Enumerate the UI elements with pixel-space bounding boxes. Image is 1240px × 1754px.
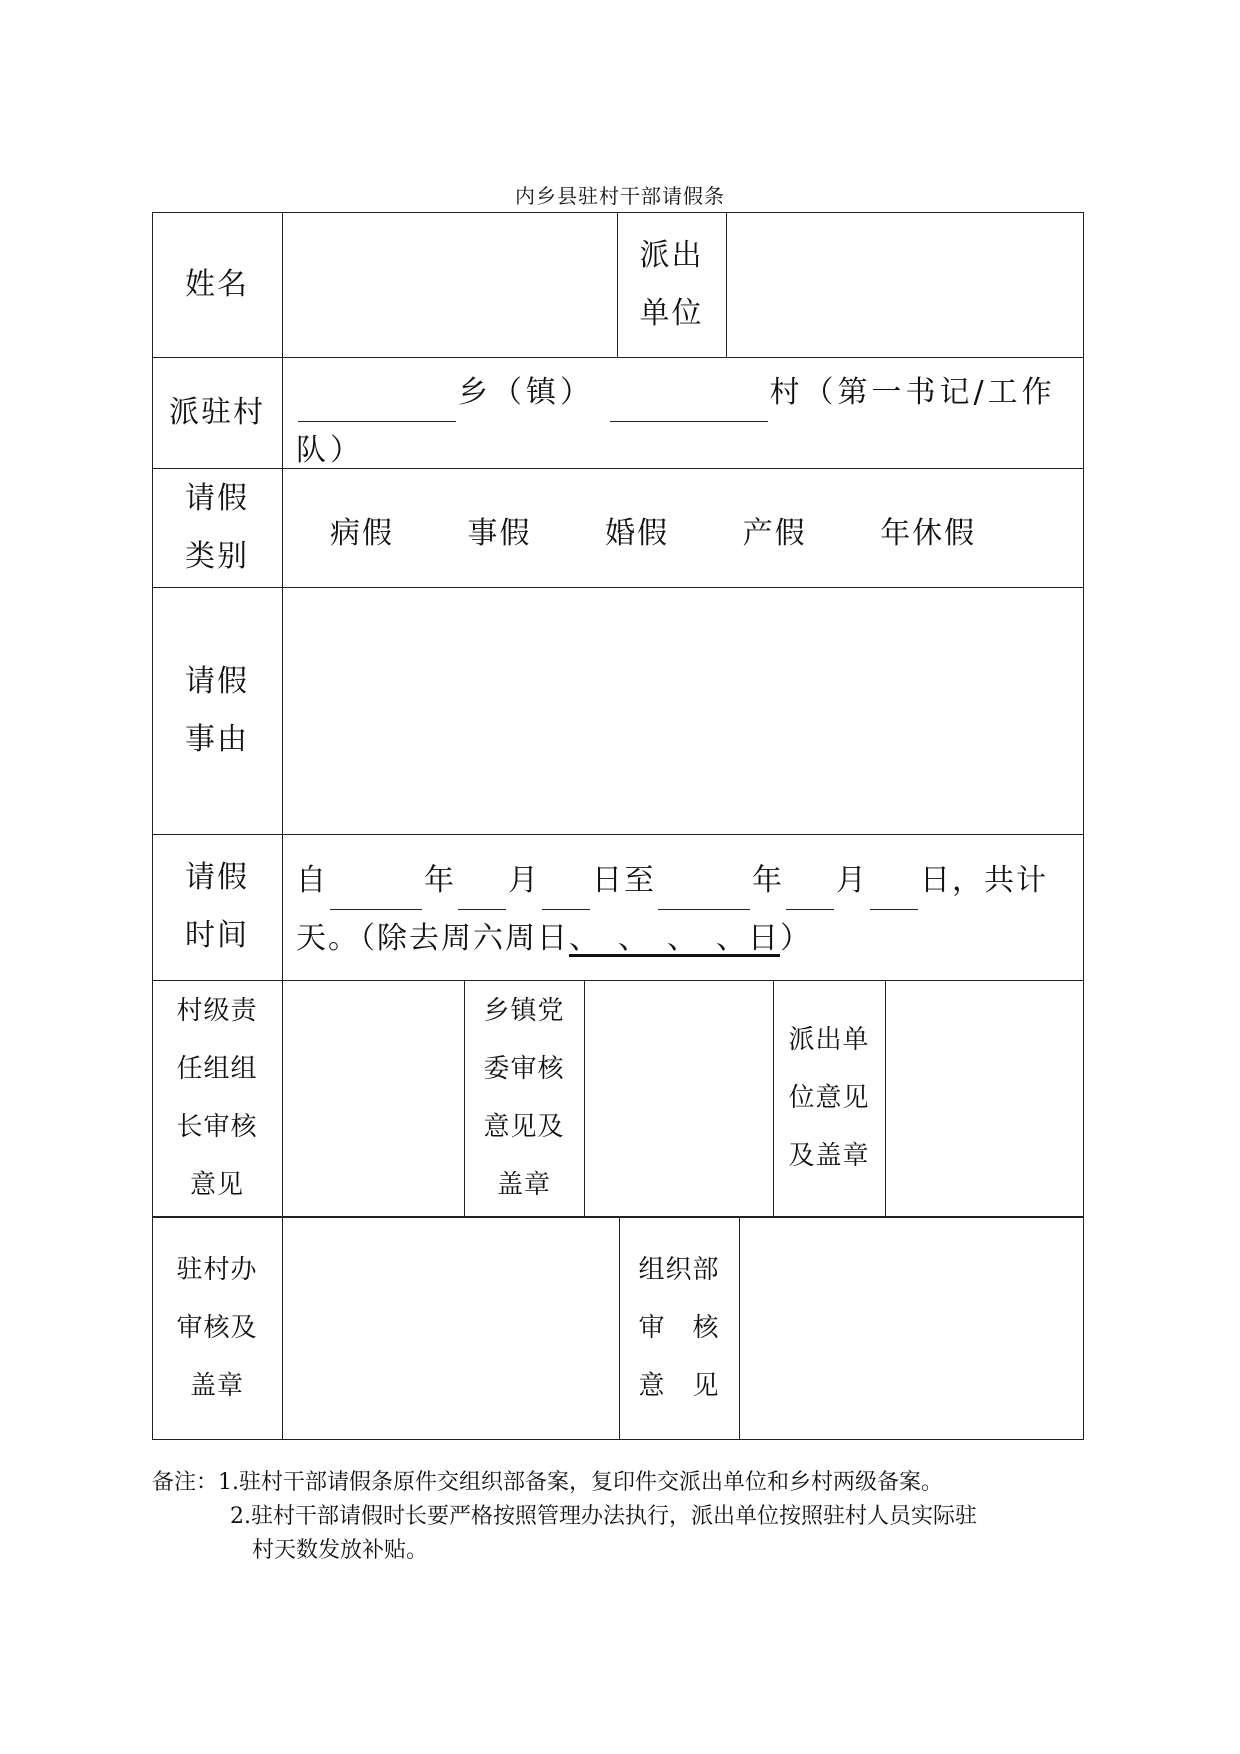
township-review-field[interactable] xyxy=(586,982,771,1214)
org-dept-review-label: 组织部 审 核 意 见 xyxy=(638,1255,720,1401)
leave-time-field: 自 年 月 日至 年 月 日，共计 天。（除去周六周日、 、 、 、日） xyxy=(296,863,1048,956)
leave-type-option[interactable]: 事假 xyxy=(467,516,532,551)
row-divider xyxy=(152,357,1084,358)
leave-type-option[interactable]: 病假 xyxy=(330,516,394,551)
name-field[interactable] xyxy=(284,214,616,356)
end-year-blank[interactable] xyxy=(658,875,750,910)
end-day-blank[interactable] xyxy=(870,875,918,910)
village-blank[interactable] xyxy=(610,387,768,422)
village-label: 派驻村 xyxy=(169,394,265,430)
notes-section xyxy=(152,1466,977,1568)
form-title: 内乡县驻村干部请假条 xyxy=(515,184,725,208)
start-year-blank[interactable] xyxy=(330,875,422,910)
note-item: 村天数发放补贴。 xyxy=(252,1538,429,1563)
leave-time-label: 请假 时间 xyxy=(185,860,249,953)
unit-opinion-label: 派出单 位意见 及盖章 xyxy=(788,1025,870,1171)
township-review-label: 乡镇党 委审核 意见及 盖章 xyxy=(483,996,565,1200)
unit-opinion-field[interactable] xyxy=(887,982,1082,1214)
leave-reason-label: 请假 事由 xyxy=(185,663,249,757)
row-divider xyxy=(152,980,1084,981)
start-day-blank[interactable] xyxy=(542,875,590,910)
col-divider xyxy=(726,212,727,357)
col-divider xyxy=(584,980,585,1216)
row-divider xyxy=(152,834,1084,835)
village-field[interactable]: 乡（镇） 村（第一书记/工作 队） xyxy=(296,375,1056,468)
note-item: 2.驻村干部请假时长要严格按照管理办法执行，派出单位按照驻村人员实际驻 xyxy=(230,1504,977,1529)
leave-type-option[interactable]: 婚假 xyxy=(605,516,670,551)
leave-type-label: 请假 类别 xyxy=(185,480,249,574)
office-review-label: 驻村办 审核及 盖章 xyxy=(176,1255,258,1401)
village-leader-review-label: 村级责 任组组 长审核 意见 xyxy=(176,996,258,1200)
dispatch-unit-label: 派出 单位 xyxy=(639,237,704,331)
village-leader-review-field[interactable] xyxy=(284,982,462,1214)
dispatch-unit-field[interactable] xyxy=(728,214,1082,356)
leave-type-options xyxy=(330,508,1038,552)
leave-type-option[interactable]: 产假 xyxy=(742,516,807,551)
leave-reason-field[interactable] xyxy=(284,589,1082,832)
row-divider xyxy=(152,587,1084,588)
name-label: 姓名 xyxy=(185,266,249,302)
col-divider xyxy=(282,212,283,1440)
leave-type-option[interactable]: 年休假 xyxy=(880,516,977,551)
end-month-blank[interactable] xyxy=(786,875,834,910)
township-blank[interactable] xyxy=(298,387,456,422)
org-dept-review-field[interactable] xyxy=(741,1218,1082,1438)
note-item: 1.驻村干部请假条原件交组织部备案，复印件交派出单位和乡村两级备案。 xyxy=(218,1470,944,1495)
start-month-blank[interactable] xyxy=(458,875,506,910)
office-review-field[interactable] xyxy=(284,1218,617,1438)
col-divider xyxy=(739,1216,740,1440)
col-divider xyxy=(885,980,886,1216)
notes-prefix: 备注： xyxy=(152,1470,219,1495)
weekend-days-blank[interactable]: 、 、 、 、日 xyxy=(569,921,780,956)
